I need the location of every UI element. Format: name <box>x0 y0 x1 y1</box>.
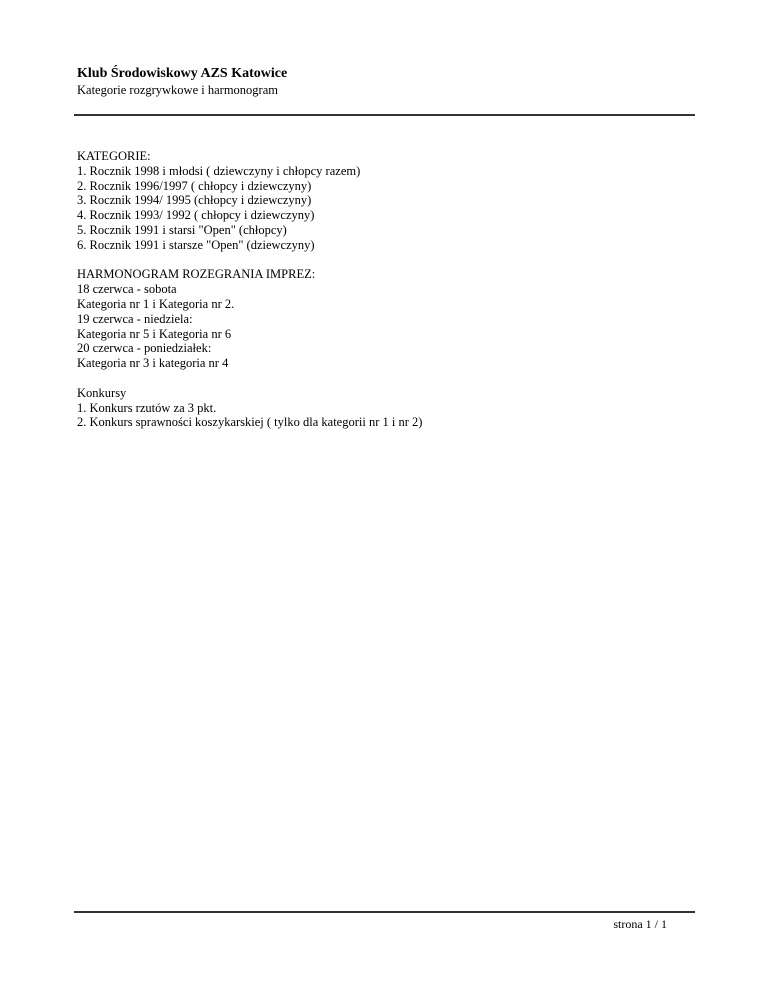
schedule-section <box>77 267 697 371</box>
schedule-day: 19 czerwca - niedziela: <box>77 311 193 326</box>
schedule-day: 18 czerwca - sobota <box>77 282 177 297</box>
header-divider <box>74 114 695 116</box>
category-item: 4. Rocznik 1993/ 1992 ( chłopcy i dziewczyny) <box>77 208 315 223</box>
document-header <box>77 66 697 98</box>
document-body <box>77 149 697 445</box>
contest-item: 2. Konkurs sprawności koszykarskiej ( tylko dla kategorii nr 1 i nr 2) <box>77 415 423 430</box>
contests-section <box>77 386 697 430</box>
schedule-categories: Kategoria nr 1 i Kategoria nr 2. <box>77 296 235 311</box>
footer-divider <box>74 911 695 913</box>
category-item: 6. Rocznik 1991 i starsze "Open" (dziewczyny) <box>77 237 315 252</box>
category-item: 1. Rocznik 1998 i młodsi ( dziewczyny i chłopcy razem) <box>77 163 361 178</box>
category-item: 2. Rocznik 1996/1997 ( chłopcy i dziewczyny) <box>77 178 312 193</box>
page-number: strona 1 / 1 <box>613 917 667 931</box>
categories-section <box>77 149 697 253</box>
document-subtitle: Kategorie rozgrywkowe i harmonogram <box>77 83 278 97</box>
section-heading: Konkursy <box>77 385 127 400</box>
section-heading: KATEGORIE: <box>77 149 151 163</box>
schedule-categories: Kategoria nr 3 i kategoria nr 4 <box>77 356 229 371</box>
document-title: Klub Środowiskowy AZS Katowice <box>77 66 288 81</box>
category-item: 5. Rocznik 1991 i starsi "Open" (chłopcy) <box>77 222 287 237</box>
schedule-day: 20 czerwca - poniedziałek: <box>77 341 212 356</box>
contest-item: 1. Konkurs rzutów za 3 pkt. <box>77 400 217 415</box>
schedule-categories: Kategoria nr 5 i Kategoria nr 6 <box>77 326 232 341</box>
section-heading: HARMONOGRAM ROZEGRANIA IMPREZ: <box>77 267 316 282</box>
category-item: 3. Rocznik 1994/ 1995 (chłopcy i dziewczyny) <box>77 193 312 208</box>
